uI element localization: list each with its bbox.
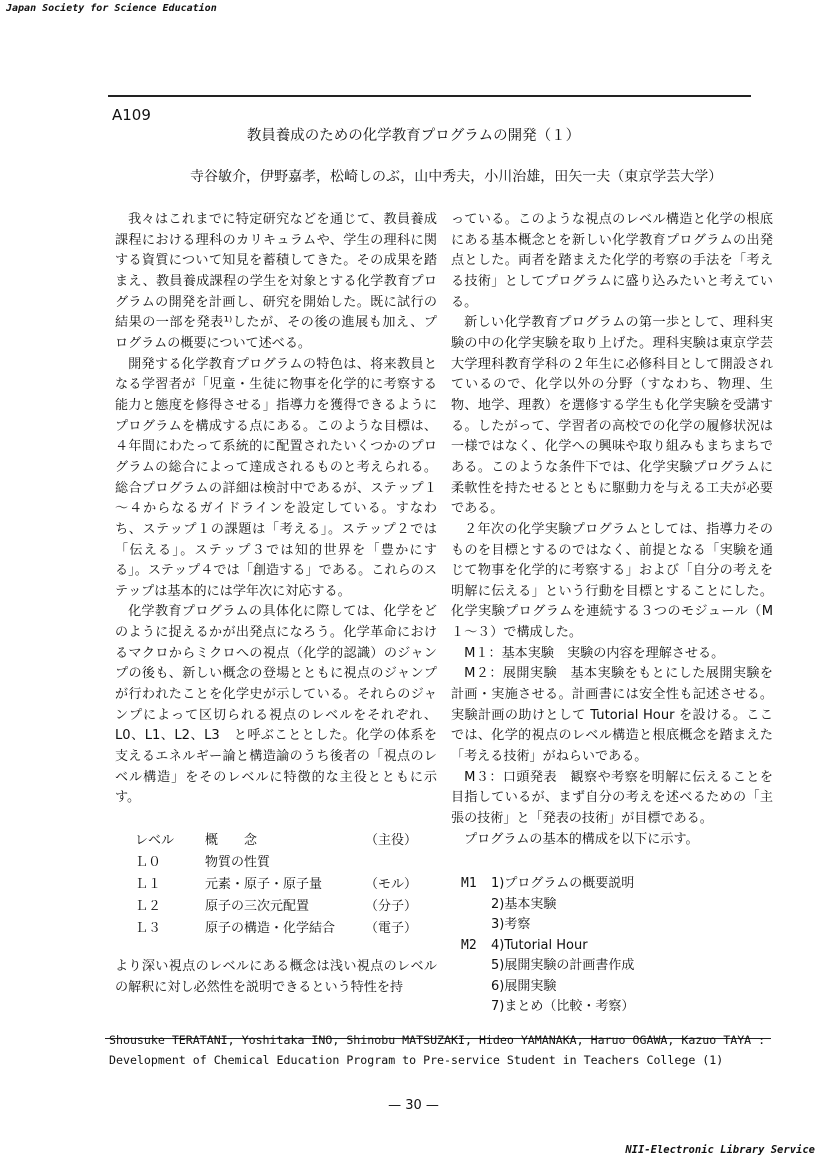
list-item [461,956,773,977]
level-id: Ｌ２ [135,899,162,915]
left-paragraph-3: 化学教育プログラムの具体化に際しては、化学をどのように捉えるかが出発点になろう。化学革命におけるマクロからミクロへの視点（化学的認識）のジャンプの後も、新しい概念の登場とともに視点のジャンプが行われたことを化学史が示している。それらのジャンプによって区切られる視点のレベルをそれぞれ、L0、L1、L2、L3 と呼ぶこととした。化学の体系を支えるエネルギー論と構造論のうち後者の「視点のレベル構造」をそのレベルに特徴的な主役とともに示す。 [115,604,437,806]
level-header-level: レベル [135,833,175,849]
left-column [115,210,437,998]
society-header: Japan Society for Science Education [6,3,217,14]
left-paragraph-1: 我々はこれまでに特定研究などを通じて、教員養成課程における理科のカリキュラムや、学生の理科に関する資質について知見を蓄積してきた。その成果を踏まえ、教員養成課程の学生を対象とする化学教育プログラムの開発を計画し、研究を開始した。既に試行の結果の一部を発表¹⁾したが、その後の進展も加え、プログラムの概要について述べる。 [115,212,437,351]
level-row [135,919,425,941]
level-role: （分子） [365,899,418,915]
paper-authors: 寺谷敏介，伊野嘉孝，松崎しのぶ，山中秀夫，小川治雄，田矢一夫（東京学芸大学） [190,169,723,185]
right-column [451,210,773,1018]
list-item [461,997,773,1018]
english-authors: Shousuke TERATANI, Yoshitaka INO, Shinobu MATSUZAKI, Hideo YAMANAKA, Haruo OGAWA, Kazuo TAYA : [109,1033,766,1047]
module-group [461,977,491,998]
abstract-code: A109 [112,106,151,124]
module-group [461,956,491,977]
module-m2-description: M２：展開実験 基本実験をもとにした展開実験を計画・実施させる。計画書には安全性も記述させる。実験計画の助けとして Tutorial Hour を設ける。ここでは、化学的視点のレベル構造と根底概念を踏まえた「考える技術」がねらいである。 [451,666,773,765]
paper-title: 教員養成のための化学教育プログラムの開発（１） [246,128,581,144]
level-table-header [135,831,425,853]
module-group: M2 [461,937,477,953]
module-group [461,915,491,936]
module-item: 4)Tutorial Hour [491,937,588,953]
list-item [461,977,773,998]
level-header-concept: 概 念 [205,833,258,849]
module-item: 6)展開実験 [491,978,557,994]
module-item: 5)展開実験の計画書作成 [491,958,635,974]
right-paragraph-3: ２年次の化学実験プログラムとしては、指導力そのものを目標とするのではなく、前提となる「実験を通じて物事を化学的に考察する」および「自分の考えを明解に伝える」という行動を目標とすることにした。化学実験プログラムを連続する３つのモジュール（M１～３）で構成した。 [451,521,773,641]
module-item: 7)まとめ（比較・考察） [491,999,635,1015]
module-group [461,997,491,1018]
module-item: 2)基本実験 [491,896,557,912]
list-item [461,874,773,895]
module-group: M1 [461,876,477,892]
level-id: Ｌ０ [135,855,162,871]
left-paragraph-4: より深い視点のレベルにある概念は浅い視点のレベルの解釈に対し必然性を説明できるという特性を持 [115,959,437,995]
level-concept: 物質の性質 [205,855,271,871]
program-structure-list [461,874,773,1018]
level-concept: 元素・原子・原子量 [205,877,323,893]
module-item: 1)プログラムの概要説明 [491,876,635,892]
right-paragraph-4: プログラムの基本的構成を以下に示す。 [464,831,699,847]
level-id: Ｌ３ [135,921,162,937]
module-item: 3)考察 [491,917,531,933]
page-number: — 30 — [388,1098,439,1113]
level-header-role: （主役） [365,833,418,849]
left-paragraph-2: 開発する化学教育プログラムの特色は、将来教員となる学習者が「児童・生徒に物事を化学的に考察する能力と態度を修得させる」指導力を獲得できるようにプログラムを構成する点にある。このような目標は、４年間にわたって系統的に配置されたいくつかのプログラムの総合によって達成されるものと考えられる。総合プログラムの詳細は検討中であるが、ステップ１～４からなるガイドラインを設定している。すなわち、ステップ１の課題は「考える」。ステップ２では「伝える」。ステップ３では知的世界を「豊かにする」。ステップ４では「創造する」である。これらのステップは基本的には学年次に対応する。 [115,356,437,599]
english-citation [109,1030,765,1070]
english-title: Development of Chemical Education Program to Pre-service Student in Teachers College (1) [109,1053,724,1067]
nii-service-label: NII-Electronic Library Service [625,1144,815,1156]
right-paragraph-2: 新しい化学教育プログラムの第一歩として、理科実験の中の化学実験を取り上げた。理科実験は東京学芸大学理科教育学科の２年生に必修科目として開設されているので、化学以外の分野（すなわち、物理、生物、地学、理教）を選修する学生も化学実験を受講する。したがって、学習者の高校での化学の履修状況は一様ではなく、化学への興味や取り組みもまちまちである。このような条件下では、化学実験プログラムに柔軟性を持たせるとともに駆動力を与える工夫が必要である。 [451,315,773,517]
level-role: （電子） [365,921,418,937]
level-table [135,831,425,941]
module-m3-description: M３：口頭発表 観察や考察を明解に伝えることを目指しているが、まず自分の考えを述べるための「主張の技術」と「発表の技術」が目標である。 [451,769,773,827]
level-concept: 原子の構造・化学結合 [205,921,336,937]
level-row [135,897,425,919]
module-m1-description: M１：基本実験 実験の内容を理解させる。 [464,645,725,661]
level-concept: 原子の三次元配置 [205,899,310,915]
top-rule [108,95,751,97]
level-row [135,853,425,875]
list-item [461,895,773,916]
right-paragraph-1: っている。このような視点のレベル構造と化学の根底にある基本概念とを新しい化学教育プログラムの出発点とした。両者を踏まえた化学的考察の手法を「考える技術」としてプログラムに盛り込みたいと考えている。 [451,212,773,310]
level-id: Ｌ１ [135,877,162,893]
level-role [365,853,425,875]
level-role: （モル） [365,877,418,893]
list-item [461,915,773,936]
level-row [135,875,425,897]
module-group [461,895,491,916]
list-item [461,936,773,957]
